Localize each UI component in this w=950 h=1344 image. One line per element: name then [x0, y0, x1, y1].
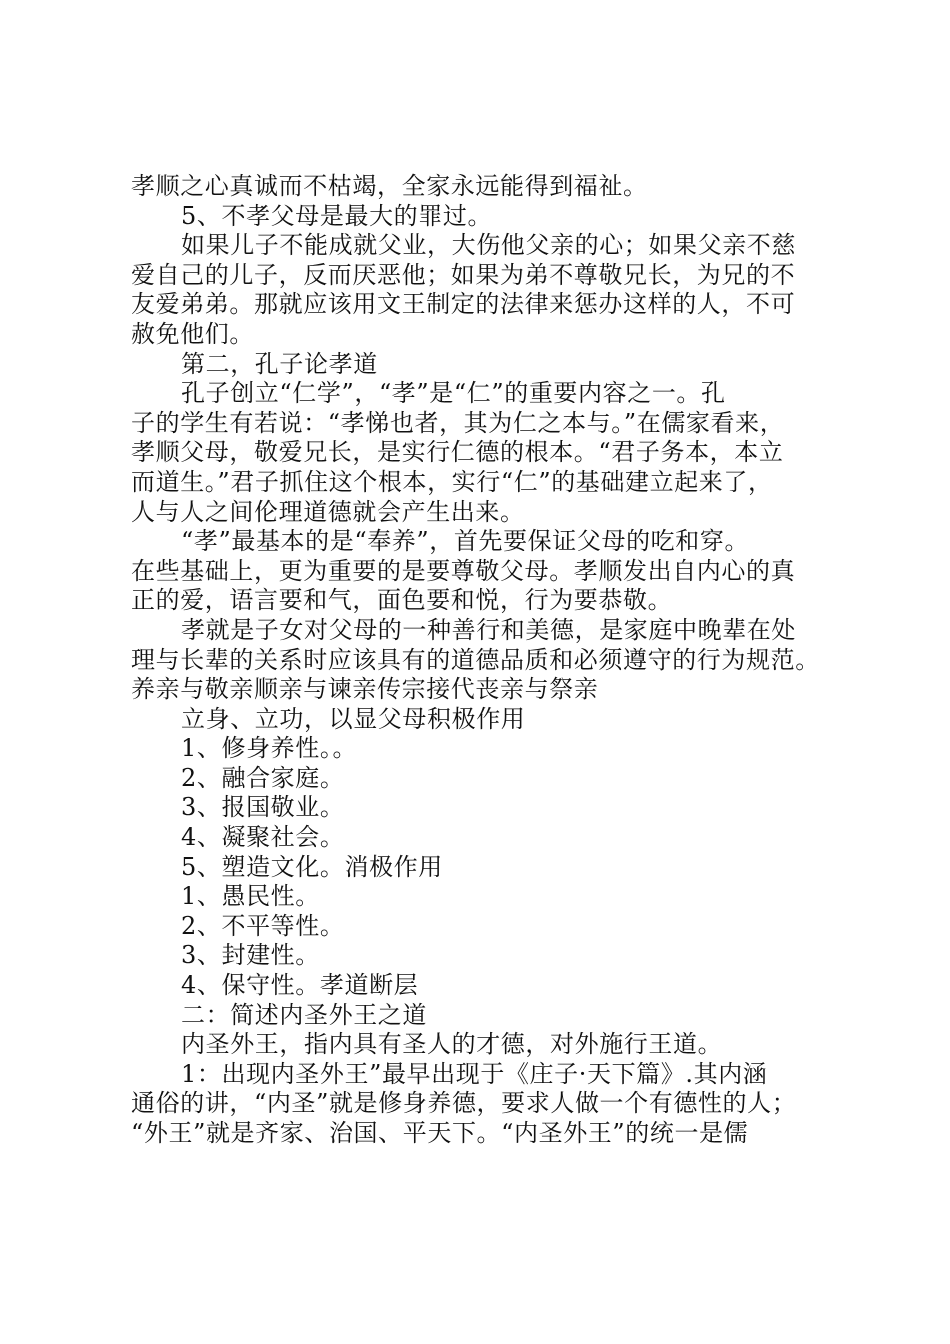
- text-line: 1：出现内圣外王”最早出现于《庄子·天下篇》.其内涵: [181, 1059, 768, 1088]
- text-line: 理与长辈的关系时应该具有的道德品质和必须遵守的行为规范。: [131, 645, 820, 674]
- text-line: 孝顺父母，敬爱兄长，是实行仁德的根本。“君子务本，本立: [131, 438, 784, 467]
- list-item: 1、修身养性。。: [181, 734, 358, 763]
- text-line: 孝就是子女对父母的一种善行和美德，是家庭中晚辈在处: [181, 615, 796, 644]
- text-line: 正的爱，语言要和气，面色要和悦，行为要恭敬。: [131, 586, 673, 615]
- text-line: 爱自己的儿子，反而厌恶他；如果为弟不尊敬兄长，为兄的不: [131, 260, 796, 289]
- list-item: 4、保守性。孝道断层: [181, 971, 419, 1000]
- text-line: 人与人之间伦理道德就会产生出来。: [131, 497, 525, 526]
- text-line: 孔子创立“仁学”，“孝”是“仁”的重要内容之一。孔: [181, 379, 726, 408]
- text-line: 而道生。”君子抓住这个根本，实行“仁”的基础建立起来了，: [131, 467, 773, 496]
- text-line: 通俗的讲，“内圣”就是修身养德，要求人做一个有德性的人；: [131, 1089, 797, 1118]
- list-item: 2、不平等性。: [181, 911, 345, 940]
- text-line: 5、不孝父母是最大的罪过。: [181, 201, 493, 230]
- list-item: 3、封建性。: [181, 941, 320, 970]
- text-line: “外王”就是齐家、治国、平天下。“内圣外王”的统一是儒: [131, 1119, 749, 1147]
- list-item: 1、愚民性。: [181, 882, 320, 911]
- section-heading: 第二，孔子论孝道: [181, 349, 378, 378]
- list-item: 4、凝聚社会。: [181, 823, 345, 852]
- text-line: 养亲与敬亲顺亲与谏亲传宗接代丧亲与祭亲: [131, 675, 599, 704]
- text-line: 子的学生有若说：“孝悌也者，其为仁之本与。”在儒家看来，: [131, 408, 785, 437]
- list-item: 3、报国敬业。: [181, 793, 345, 822]
- text-line: 赦免他们。: [131, 319, 254, 348]
- list-item: 2、融合家庭。: [181, 763, 345, 792]
- text-line: 友爱弟弟。那就应该用文王制定的法律来惩办这样的人，不可: [131, 290, 796, 319]
- text-line: 如果儿子不能成就父业，大伤他父亲的心；如果父亲不慈: [181, 231, 796, 260]
- text-line: 在些基础上，更为重要的是要尊敬父母。孝顺发出自内心的真: [131, 556, 796, 585]
- text-line: 立身、立功，以显父母积极作用: [181, 704, 526, 733]
- text-line: 孝顺之心真诚而不枯竭，全家永远能得到福祉。: [131, 172, 648, 200]
- text-line: “孝”最基本的是“奉养”，首先要保证父母的吃和穿。: [181, 527, 750, 556]
- text-line: 内圣外王，指内具有圣人的才德，对外施行王道。: [181, 1030, 723, 1059]
- list-item: 5、塑造文化。消极作用: [181, 852, 443, 881]
- document-body: [131, 172, 843, 1149]
- section-heading: 二：简述内圣外王之道: [181, 1000, 427, 1029]
